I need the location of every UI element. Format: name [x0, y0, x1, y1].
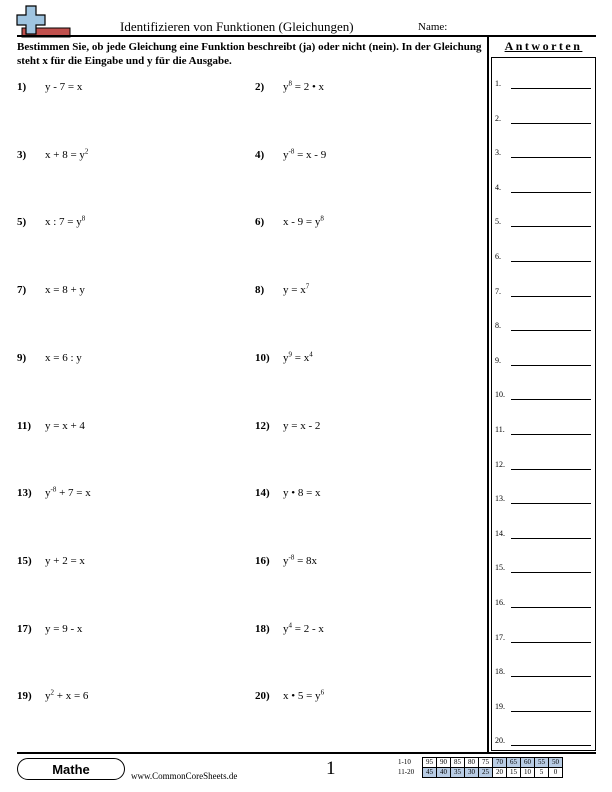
answer-line[interactable] [511, 676, 591, 677]
equation-text: + x = 6 [54, 690, 89, 703]
score-row [398, 768, 563, 778]
page-title: Identifizieren von Funktionen (Gleichungen) [120, 19, 354, 34]
score-cell: 10 [521, 768, 535, 778]
equation-text: y [45, 487, 51, 500]
score-cell: 55 [535, 758, 549, 768]
answer-line[interactable] [511, 434, 591, 435]
answer-number: 13. [495, 494, 505, 504]
equation-exponent: 8 [288, 79, 292, 88]
equation-exponent: 8 [81, 214, 86, 223]
equation-text: y [283, 351, 289, 364]
score-table [398, 757, 563, 778]
equation-text: = x [292, 351, 310, 364]
answer-number: 1. [495, 79, 501, 88]
score-cell: 85 [451, 758, 465, 768]
answer-row [495, 183, 501, 197]
page-number: 1 [326, 758, 336, 779]
answer-row [495, 598, 505, 612]
problem-number: 13) [17, 487, 32, 500]
score-cell: 45 [423, 768, 437, 778]
answer-number: 11. [495, 425, 505, 434]
equation-text: y [283, 622, 289, 635]
equation-text: y + 2 = x [45, 554, 85, 567]
answer-line[interactable] [511, 88, 591, 89]
problem-number: 19) [17, 690, 32, 703]
equation-text: y = x + 4 [45, 419, 85, 432]
equation-text: y [283, 81, 289, 93]
score-cell: 70 [493, 758, 507, 768]
equation-text: y [45, 690, 51, 703]
score-cell: 15 [507, 768, 521, 778]
score-row-label: 11-20 [398, 768, 415, 776]
problem-equation [283, 690, 324, 702]
score-cell: 5 [535, 768, 549, 778]
score-cell: 40 [437, 768, 451, 778]
answer-line[interactable] [511, 538, 591, 539]
problem-equation [45, 420, 85, 432]
answer-number: 12. [495, 459, 505, 469]
answer-number: 3. [495, 148, 501, 158]
equation-text: y = x [283, 284, 306, 297]
problem-equation [283, 620, 324, 635]
equation-text: x = 6 : y [45, 351, 82, 364]
equation-text: = 8x [294, 554, 318, 567]
equation-text: y - 7 = x [45, 81, 83, 93]
answer-row [495, 252, 501, 266]
answer-row [495, 114, 501, 128]
problem-number: 18) [255, 622, 270, 635]
score-cell: 75 [479, 758, 493, 768]
equation-text: y [283, 148, 289, 161]
equation-text: + 7 = x [56, 487, 91, 500]
problem-number: 11) [17, 419, 32, 432]
score-cell: 90 [437, 758, 451, 768]
problem-number: 14) [255, 487, 270, 500]
answer-number: 2. [495, 113, 501, 123]
answer-row [495, 529, 505, 543]
answer-line[interactable] [511, 192, 591, 193]
header-rule [17, 35, 596, 37]
equation-exponent: 9 [288, 350, 292, 359]
answer-number: 16. [495, 598, 505, 607]
answers-heading: Antworten [504, 39, 583, 53]
equation-text: y • 8 = x [283, 487, 321, 500]
answer-line[interactable] [511, 157, 591, 158]
equation-exponent: -8 [288, 147, 295, 156]
score-row [398, 758, 563, 768]
problem-equation [45, 555, 85, 567]
score-cell: 95 [423, 758, 437, 768]
answer-line[interactable] [511, 711, 591, 712]
problem-number: 8) [255, 284, 265, 297]
equation-text: x - 9 = y [283, 216, 321, 229]
answer-number: 20. [495, 736, 505, 746]
answer-row [495, 563, 505, 577]
answer-line[interactable] [511, 330, 591, 331]
equation-text: x : 7 = y [45, 216, 82, 229]
problem-number: 9) [17, 351, 27, 364]
answer-row [495, 494, 505, 508]
problem-number: 7) [17, 284, 27, 297]
equation-text: y = 9 - x [45, 622, 83, 635]
answer-number: 7. [495, 286, 501, 296]
equation-text: y = x - 2 [283, 419, 321, 432]
equation-text: x = 8 + y [45, 284, 85, 297]
answer-row [495, 148, 501, 162]
answer-line[interactable] [511, 399, 591, 400]
plus-logo-icon [16, 4, 72, 38]
problem-equation [283, 555, 317, 567]
problem-equation [283, 284, 309, 296]
equation-exponent: 2 [50, 688, 54, 697]
score-row-label: 1-10 [398, 758, 411, 766]
problem-number: 3) [17, 148, 27, 161]
score-cell: 50 [549, 758, 563, 768]
answer-row [495, 633, 505, 647]
score-cell: 35 [451, 768, 465, 778]
answer-line[interactable] [511, 607, 591, 608]
problem-equation [45, 352, 82, 364]
answer-line[interactable] [511, 503, 591, 504]
answer-line[interactable] [511, 261, 591, 262]
answer-row [495, 321, 501, 335]
equation-exponent: 4 [288, 620, 292, 629]
answer-line[interactable] [511, 642, 591, 643]
answer-number: 8. [495, 321, 501, 331]
problem-equation [45, 149, 88, 161]
problem-equation [283, 216, 324, 228]
subject-badge: Mathe [17, 758, 125, 780]
problem-equation [45, 81, 82, 93]
answer-number: 6. [495, 252, 501, 261]
score-cell: 30 [465, 768, 479, 778]
score-cell: 0 [549, 768, 563, 778]
problem-equation [283, 487, 321, 499]
equation-text: = 2 - x [292, 622, 324, 635]
score-cell: 60 [521, 758, 535, 768]
answer-line[interactable] [511, 469, 591, 470]
answer-line[interactable] [511, 745, 591, 746]
footer-rule [17, 752, 596, 754]
problem-equation [283, 352, 313, 364]
problem-number: 6) [255, 216, 265, 229]
answer-number: 9. [495, 355, 501, 365]
problem-equation [283, 420, 320, 432]
equation-text: x • 5 = y [283, 690, 321, 703]
answer-row [495, 702, 505, 716]
answer-number: 18. [495, 667, 505, 677]
equation-exponent: 4 [309, 350, 313, 359]
problem-equation [45, 690, 88, 702]
score-cell: 25 [479, 768, 493, 778]
score-cell: 20 [493, 768, 507, 778]
answer-row [495, 736, 505, 750]
equation-exponent: -8 [288, 553, 295, 562]
problem-number: 5) [17, 216, 27, 229]
problem-equation [45, 284, 85, 296]
equation-text: x + 8 = y [45, 148, 85, 161]
answer-row [495, 667, 505, 681]
problem-equation [45, 487, 91, 499]
problem-number: 17) [17, 622, 32, 635]
problem-number: 16) [255, 554, 270, 567]
problem-equation [45, 216, 85, 228]
problem-number: 12) [255, 419, 270, 432]
answer-number: 10. [495, 390, 505, 400]
equation-exponent: 6 [320, 688, 325, 697]
score-cell: 80 [465, 758, 479, 768]
problem-number: 4) [255, 148, 265, 161]
equation-text: = x - 9 [294, 148, 327, 161]
answer-row [495, 390, 505, 404]
column-divider [487, 36, 489, 752]
score-cell: 65 [507, 758, 521, 768]
site-url: www.CommonCoreSheets.de [131, 771, 238, 781]
answers-box [491, 57, 596, 751]
answer-line[interactable] [511, 572, 591, 573]
answer-number: 4. [495, 182, 501, 192]
answer-number: 14. [495, 528, 505, 538]
problem-number: 15) [17, 554, 32, 567]
problem-equation [283, 149, 326, 161]
problem-number: 20) [255, 690, 270, 703]
equation-exponent: 7 [305, 282, 310, 291]
equation-exponent: -8 [50, 485, 57, 494]
answer-row [495, 460, 505, 474]
answer-number: 5. [495, 217, 501, 227]
name-label: Name: [418, 21, 448, 33]
equation-exponent: 8 [320, 214, 324, 223]
problem-equation [45, 623, 82, 635]
answer-line[interactable] [511, 226, 591, 227]
answer-row [495, 217, 501, 231]
instructions: Bestimmen Sie, ob jede Gleichung eine Funktion beschreibt (ja) oder nicht (nein). In der Gleichung steht x für die Eingabe und y für die Ausgabe. [17, 41, 482, 67]
answer-row [495, 79, 501, 93]
equation-text: y [283, 554, 289, 567]
problem-number: 10) [255, 351, 270, 364]
answer-number: 15. [495, 563, 505, 573]
answer-line[interactable] [511, 123, 591, 124]
answer-number: 19. [495, 701, 505, 711]
answer-row [495, 356, 501, 370]
equation-text: = 2 • x [292, 81, 325, 93]
answer-row [495, 287, 501, 301]
problem-number: 1) [17, 81, 27, 93]
answer-row [495, 425, 505, 439]
problem-equation [283, 81, 324, 93]
problem-number: 2) [255, 81, 265, 93]
answer-number: 17. [495, 632, 505, 642]
answer-line[interactable] [511, 365, 591, 366]
answer-line[interactable] [511, 296, 591, 297]
equation-exponent: 2 [84, 147, 89, 156]
